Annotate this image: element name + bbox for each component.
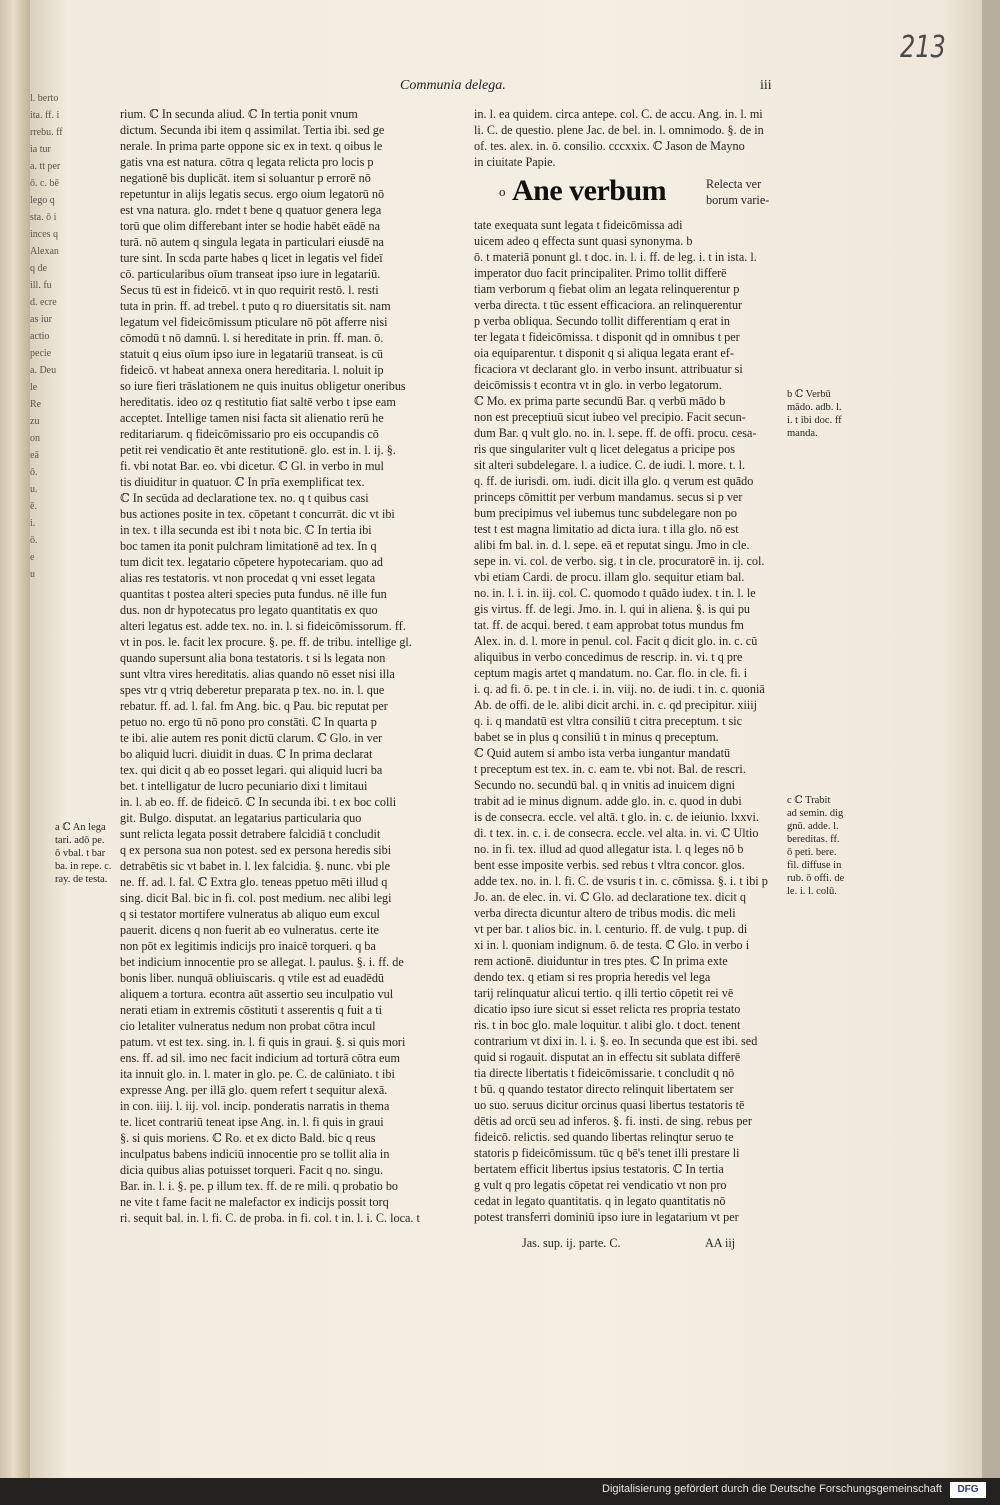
text-line: legatum vel fideicōmissum pticulare nō pōt afferre nisi xyxy=(120,315,388,329)
text-line: in. l. ea quidem. circa antepe. col. C. de accu. Ang. in. l. mi xyxy=(474,107,763,121)
text-line: ita innuit glo. in. l. mater in glo. pe. C. de calūniato. t ibi xyxy=(120,1067,395,1081)
text-line: bent esse imposite verbis. sed rebus t vltra concor. glos. xyxy=(474,858,745,872)
text-line: li. C. de questio. plene Jac. de bel. in. l. omnimodo. §. de in xyxy=(474,123,764,137)
text-line: git. Bulgo. disputat. an legatarius particularia quo xyxy=(120,811,362,825)
text-line: dicia quibus alias potuisset torqueri. Facit q no. singu. xyxy=(120,1163,384,1177)
text-line: q si testator mortifere vulneratus ab aliquo eum excul xyxy=(120,907,380,921)
text-line: ceptum magis artet q mandatum. no. Car. flo. in cle. fi. i xyxy=(474,666,748,680)
text-line: dus. non dr hypotecatus pro legato quantitatis ex quo xyxy=(120,603,378,617)
text-line: g vult q pro legatis cōpetat rei vendicatio vt non pro xyxy=(474,1178,727,1192)
text-line: potest transferri dominiū ipso iure in legatarium vt per xyxy=(474,1210,739,1224)
text-line: tat. ff. de acqui. bered. t eam approbat totus mundus fm xyxy=(474,618,744,632)
text-line: test t est magna limitatio ad dicta iura. t illa glo. nō est xyxy=(474,522,739,536)
text-line: Secundo no. secundū bal. q in vnitis ad inuicem digni xyxy=(474,778,735,792)
edge-fragment: l. berto xyxy=(30,93,59,104)
edge-fragment: sta. ō i xyxy=(30,212,57,223)
left-text-column xyxy=(120,106,460,1226)
gloss-line: gnū. adde. l. xyxy=(787,821,839,832)
text-line: ture sint. In scda parte habes q licet in legatis vel fideī xyxy=(120,251,383,265)
text-line: vbi etiam Cardi. de procu. illam glo. sequitur etiam bal. xyxy=(474,570,745,584)
text-line: vt per bar. t alios bic. in. l. centurio. ff. de vulg. t pup. di xyxy=(474,922,748,936)
edge-fragment: a. tt per xyxy=(30,161,61,172)
running-head: Communia delega. xyxy=(400,78,506,93)
text-line: vt in pos. le. facit lex procure. §. pe. ff. de tribu. intellige gl. xyxy=(120,635,412,649)
edge-fragment: le xyxy=(30,382,38,393)
printer-signature: AA iij xyxy=(705,1236,736,1250)
text-line: expresse Ang. per illā glo. quem refert t sequitur alexā. xyxy=(120,1083,388,1097)
edge-fragment: pecie xyxy=(30,348,52,359)
marginal-gloss-a xyxy=(55,821,112,886)
text-line: is de consecra. eccle. vel altā. t glo. in. c. de ieiunio. lxxvi. xyxy=(474,810,759,824)
book-spine xyxy=(0,0,30,1478)
text-line: so iure fieri trāslationem ne quis inuitus obligetur oneribus xyxy=(120,379,406,393)
text-line: petit rei vendicatio ēt ante restitutionē. glo. est in. l. ij. §. xyxy=(120,443,396,457)
text-line: §. si quis moriens. ℂ Ro. et ex dicto Bald. bic q reus xyxy=(120,1131,376,1145)
right-column-intro xyxy=(474,106,784,170)
text-line: deicōmissis t econtra vt in glo. in verbo legatorum. xyxy=(474,378,722,392)
text-line: ter legata t fideicōmissa. t disponit qd in omnibus t per xyxy=(474,330,740,344)
edge-fragment: inces q xyxy=(30,229,59,240)
text-line: dētis ad orcū seu ad inferos. §. fi. insti. de sing. rebus per xyxy=(474,1114,752,1128)
text-line: ris que singulariter vult q licet delegatus a pricipe pos xyxy=(474,442,735,456)
edge-fragment: ō. c. bē xyxy=(30,178,59,189)
text-line: in ciuitate Papie. xyxy=(474,155,556,169)
text-line: patum. vt est tex. sing. in. l. fi quis in graui. §. si quis mori xyxy=(120,1035,406,1049)
text-line: Ab. de offi. de le. alibi dicit archi. in. c. qd precipitur. xiiij xyxy=(474,698,758,712)
text-line: hereditatis. ideo oz q restitutio fiat saltē verbo t ipse eam xyxy=(120,395,396,409)
edge-fragment: rrebu. ff xyxy=(30,127,63,138)
text-line: cedat in legato quantitatis. q in legato quantitatis nō xyxy=(474,1194,726,1208)
footer-credit: Digitalisierung gefördert durch die Deutsche Forschungsgemeinschaft xyxy=(602,1483,942,1495)
edge-fragment: ia tur xyxy=(30,144,51,155)
text-line: ℂ In secūda ad declaratione tex. no. q t quibus casi xyxy=(120,491,369,505)
text-line: cio letaliter vulneratus nedum non probat cōtra incul xyxy=(120,1019,376,1033)
text-line: oia equiparentur. t disponit q si aliqua legata erant ef- xyxy=(474,346,734,360)
text-line: rebatur. ff. ad. l. fal. fm Ang. bic. q Pau. bic reputat per xyxy=(120,699,388,713)
text-line: sing. dicit Bal. bic in fi. col. post medium. nec alibi legi xyxy=(120,891,392,905)
page-edge-strip xyxy=(982,0,1000,1478)
text-line: tum dicit tex. legatario cōpetere hypotecariam. quo ad xyxy=(120,555,383,569)
text-line: in. l. ab eo. ff. de fideicō. ℂ In secunda ibi. t ex boc colli xyxy=(120,795,397,809)
edge-fragment: as iur xyxy=(30,314,52,325)
text-line: inculpatus babens indiciū innocentie pro se tollit alia in xyxy=(120,1147,390,1161)
gloss-line: c ℂ Trabit xyxy=(787,795,831,806)
gloss-line: a ℂ An lega xyxy=(55,822,106,833)
text-line: t preceptum est tex. in. c. eam te. vbi not. Bal. de rescri. xyxy=(474,762,746,776)
text-line: no. in. l. i. in. iij. col. C. quomodo t quādo iudex. t in. l. le xyxy=(474,586,756,600)
edge-fragment: ō. xyxy=(30,467,38,478)
edge-fragment: ill. fu xyxy=(30,280,52,291)
text-line: sit alteri subdelegare. l. a iudice. C. de iudi. l. more. t. l. xyxy=(474,458,746,472)
edge-fragment: q de xyxy=(30,263,47,274)
edge-fragment: ē. xyxy=(30,501,37,512)
text-line: pauerit. dicens q non fuerit ab eo vulneratus. certe ite xyxy=(120,923,379,937)
edge-fragment: lego q xyxy=(30,195,55,206)
text-line: quid si rogauit. disputat an in effectu sit sublata differē xyxy=(474,1050,741,1064)
gloss-line: ray. de testa. xyxy=(55,874,108,885)
lemma-heading: Ane verbum xyxy=(512,174,667,207)
text-line: bet. t intelligatur de lucro pecuniario dixi t limitaui xyxy=(120,779,368,793)
page-number: iii xyxy=(760,78,772,93)
text-line: statuit q eius oīum ipso iure in legatariū transeat. is cū xyxy=(120,347,383,361)
edge-fragment: i. xyxy=(30,518,36,529)
text-line: statoris p fideicōmissum. tūc q bē's tenet illi prestare li xyxy=(474,1146,740,1160)
text-line: dendo tex. q etiam si res propria heredis vel lega xyxy=(474,970,711,984)
text-line: i. q. ad fi. ō. pe. t in cle. i. in. viij. no. de iudi. t in. c. quoniā xyxy=(474,682,765,696)
text-line: tarij relinquatur alicui tertio. q illi tertio cōpetit rei vē xyxy=(474,986,734,1000)
gloss-line: i. t ibi doc. ff xyxy=(787,415,842,426)
marginal-gloss-c xyxy=(787,794,844,898)
text-line: te ibi. alie autem res ponit dictū clarum. ℂ Glo. in ver xyxy=(120,731,383,745)
text-line: Bar. in. l. i. §. pe. p illum tex. ff. de re mili. q probatio bo xyxy=(120,1179,399,1193)
text-line: dum Bar. q vult glo. no. in. l. sepe. ff. de offi. procu. cesa- xyxy=(474,426,757,440)
lemma-tail xyxy=(706,176,769,208)
text-line: rem actionē. diuiduntur in tres ptes. ℂ In prima exte xyxy=(474,954,728,968)
text-line: non est preceptiuū sicut iubeo vel precipio. Facit secun- xyxy=(474,410,746,424)
text-line: est vna natura. glo. rndet t bene q quatuor genera lega xyxy=(120,203,382,217)
text-line: bum precipimus vel iubemus tunc subdelegare non po xyxy=(474,506,737,520)
text-line: reditariarum. q fideicōmissario pro eis occupandis cō xyxy=(120,427,379,441)
text-line: rium. ℂ In secunda aliud. ℂ In tertia ponit vnum xyxy=(120,107,358,121)
text-line: sepe in. vi. col. de verbo. sig. t in cle. procuratorē in. ij. col. xyxy=(474,554,765,568)
edge-fragment: u. xyxy=(30,484,38,495)
edge-fragment: ita. ff. i xyxy=(30,110,60,121)
text-line: verba directa dicuntur altero de tribus modis. dic meli xyxy=(474,906,736,920)
edge-fragment: d. ecre xyxy=(30,297,57,308)
text-line: uicem adeo q effecta sunt quasi synonyma. b xyxy=(474,234,693,248)
edge-fragment: on xyxy=(30,433,40,444)
text-line: ℂ Quid autem si ambo ista verba iungantur mandatū xyxy=(474,746,731,760)
lemma-marker: o xyxy=(499,184,506,199)
catchword: Jas. sup. ij. parte. C. xyxy=(522,1236,621,1250)
gloss-line: ō vbal. t bar xyxy=(55,848,106,859)
lemma-tail-line: borum varie- xyxy=(706,193,770,207)
edge-fragment: Alexan xyxy=(30,246,59,257)
gloss-line: tari. adō pe. xyxy=(55,835,105,846)
text-line: adde tex. no. in. l. fi. C. de vsuris t in. c. cōmissa. §. i. t ibi p xyxy=(474,874,768,888)
edge-fragment: a. Deu xyxy=(30,365,57,376)
text-line: sunt relicta legata possit detrabere falcidiā t concludit xyxy=(120,827,381,841)
text-line: xi in. l. quoniam indignum. ō. de testa. ℂ Glo. in verbo i xyxy=(474,938,750,952)
gloss-line: mādo. adb. l. xyxy=(787,402,842,413)
edge-fragment: u xyxy=(30,569,35,580)
text-line: boc tamen ita ponit pulchram limitationē ad tex. In q xyxy=(120,539,377,553)
text-line: ficaciora vt declarant glo. in verbo insunt. attribuatur si xyxy=(474,362,743,376)
gloss-line: rub. ō offi. de xyxy=(787,873,845,884)
text-line: cō. particularibus oīum transeat ipso iure in legatariū. xyxy=(120,267,381,281)
gloss-line: manda. xyxy=(787,428,818,439)
text-line: contrarium vt dixi in. l. i. §. eo. In secunda que est ibi. sed xyxy=(474,1034,758,1048)
text-line: quantitas t postea alteri species puta fundus. nē ille fun xyxy=(120,587,387,601)
dfg-logo: DFG xyxy=(950,1482,986,1498)
text-line: negationē bis duplicāt. item si soluantur p errorē nō xyxy=(120,171,371,185)
gloss-line: ba. in repe. c. xyxy=(55,861,112,872)
text-line: princeps cōmittit per verbum mandamus. secus si p ver xyxy=(474,490,743,504)
text-line: tate exequata sunt legata t fideicōmissa adi xyxy=(474,218,683,232)
edge-fragment: Re xyxy=(30,399,42,410)
text-line: bertatem efficit libertus ipsius testatoris. ℂ In tertia xyxy=(474,1162,724,1176)
marginal-gloss-b xyxy=(787,388,842,440)
text-line: bet indicium innocentie pro se allegat. l. paulus. §. i. ff. de xyxy=(120,955,404,969)
text-line: in tex. t illa secunda est ibi t nota bic. ℂ In tertia ibi xyxy=(120,523,372,537)
text-line: no. in fi. tex. illud ad quod allegatur ista. l. q leges nō b xyxy=(474,842,744,856)
text-line: fideicō. relictis. sed quando libertas relinqtur seruo te xyxy=(474,1130,734,1144)
text-line: sunt vltra vires hereditatis. alias quando nō esset nisi illa xyxy=(120,667,395,681)
text-line: ris. t in boc glo. male loquitur. t alibi glo. t doct. tenent xyxy=(474,1018,741,1032)
text-line: ne. ff. ad. l. fal. ℂ Extra glo. teneas ppetuo mēti illud q xyxy=(120,875,388,889)
text-line: tuta in prin. ff. ad trebel. t puto q ro diuersitatis sit. nam xyxy=(120,299,391,313)
text-line: aliquem a tortura. econtra aūt assertio seu inculpatio vul xyxy=(120,987,394,1001)
text-line: p verba obliqua. Secundo tollit differentiam q erat in xyxy=(474,314,730,328)
text-line: ens. ff. ad sil. imo nec facit indicium ad torturā cōtra eum xyxy=(120,1051,400,1065)
text-line: nerati etiam in extremis cōstituti t asserentis q fuit a ti xyxy=(120,1003,382,1017)
text-line: t bū. q quando testator directo relinquit libertatem ser xyxy=(474,1082,734,1096)
edge-fragment: eā xyxy=(30,450,39,461)
text-line: trabit ad ie minus dignum. adde glo. in. c. quod in dubi xyxy=(474,794,742,808)
text-line: te. licet contrariū teneat ipse Ang. in. l. fi quis in graui xyxy=(120,1115,384,1129)
gloss-line: le. i. l. colū. xyxy=(787,886,837,897)
text-line: gatis vna est natura. cōtra q legata relicta pro locis p xyxy=(120,155,374,169)
previous-page-edge-text xyxy=(30,90,63,650)
text-line: alibi fm bal. in. d. l. sepe. eā et reputat singu. Jmo in cle. xyxy=(474,538,750,552)
text-line: fideicō. vt habeat annexa onera hereditaria. l. noluit ip xyxy=(120,363,384,377)
text-line: q ex persona sua non potest. sed ex persona heredis sibi xyxy=(120,843,392,857)
text-line: tiam verborum q fiebat olim an legata relinquerentur p xyxy=(474,282,740,296)
text-line: in con. iiij. l. iij. vol. incip. ponderatis narratis in thema xyxy=(120,1099,390,1113)
text-line: ne vite t fame facit ne malefactor ex indicijs possit torq xyxy=(120,1195,389,1209)
text-line: detrabētis sic vt babet in. l. lex falcidia. §. nunc. vbi ple xyxy=(120,859,391,873)
text-line: dicatio ipso iure sicut si esset relicta res propria testato xyxy=(474,1002,741,1016)
text-line: spes vtr q vtriq deberetur preparata p tex. no. in. l. que xyxy=(120,683,385,697)
text-line: ō. t materiā ponunt gl. t doc. in. l. i. ff. de leg. i. t in ista. l. xyxy=(474,250,757,264)
text-line: di. t tex. in. c. i. de consecra. eccle. vel alta. in. vi. ℂ Ultio xyxy=(474,826,759,840)
text-line: Jo. an. de elec. in. vi. ℂ Glo. ad declaratione tex. dicit q xyxy=(474,890,746,904)
text-line: alias res testatoris. vt non procedat q vni esset legata xyxy=(120,571,376,585)
text-line: ℂ Mo. ex prima parte secundū Bar. q verbū mādo b xyxy=(474,394,726,408)
text-line: torū que olim differebant inter se hodie habēt eādē na xyxy=(120,219,381,233)
text-line: tex. qui dicit q ab eo posset legari. qui aliquid lucri ba xyxy=(120,763,383,777)
text-line: gis virtus. ff. de legi. Jmo. in. l. qui in aliena. §. is qui pu xyxy=(474,602,751,616)
text-line: cōmodū t nō damnū. l. si hereditate in prin. ff. man. ō. xyxy=(120,331,384,345)
text-line: petuo no. ergo tū nō pono pro constāti. ℂ In quarta p xyxy=(120,715,377,729)
text-line: ri. sequit bal. in. l. fi. C. de proba. in fi. col. t in. l. i. C. loca. t xyxy=(120,1211,420,1225)
text-line: bus actiones posite in tex. cōpetant t concurrāt. dic vt ibi xyxy=(120,507,395,521)
text-line: fi. vbi notat Bar. eo. vbi dicetur. ℂ Gl. in verbo in mul xyxy=(120,459,384,473)
gloss-line: ad semin. dig xyxy=(787,808,844,819)
text-line: quando supersunt alia bona testatoris. t si ls legata non xyxy=(120,651,386,665)
gloss-line: b ℂ Verbū xyxy=(787,389,831,400)
edge-fragment: zu xyxy=(30,416,40,427)
text-line: of. tes. alex. in. ō. consilio. cccxxix. ℂ Jason de Mayno xyxy=(474,139,745,153)
gloss-line: bereditas. ff. xyxy=(787,834,840,845)
handwritten-folio-number: 213 xyxy=(900,30,946,65)
text-line: tis diuiditur in quatuor. ℂ In prīa exemplificat tex. xyxy=(120,475,365,489)
text-line: Secus tū est in fideicō. vt in quo requirit restō. l. resti xyxy=(120,283,379,297)
text-line: verba directa. t tūc essent efficaciora. an relinquerentur xyxy=(474,298,743,312)
text-line: acceptet. Intellige tamen nisi facta sit alienatio rerū he xyxy=(120,411,384,425)
text-line: alteri legatus est. adde tex. no. in. l. si fideicōmissorum. ff. xyxy=(120,619,406,633)
lemma-tail-line: Relecta ver xyxy=(706,177,762,191)
text-line: nerale. In prima parte oppone sic ex in text. q oibus le xyxy=(120,139,383,153)
text-line: q. i. q mandatū est vltra consiliū t citra preceptum. t sic xyxy=(474,714,743,728)
text-line: repetuntur in alijs legatis secus. ergo oium legatorū nō xyxy=(120,187,385,201)
text-line: non pōt ex legitimis indicijs pro inaicē torqueri. q ba xyxy=(120,939,376,953)
gloss-line: ō peti. bere. xyxy=(787,847,837,858)
text-line: bo aliquid lucri. diuidit in duas. ℂ In prima declarat xyxy=(120,747,373,761)
text-line: q. ff. de iurisdi. om. iudi. dicit illa glo. q verum est quādo xyxy=(474,474,754,488)
edge-fragment: e xyxy=(30,552,35,563)
text-line: bonis liber. nunquā obliuiscaris. q vtile est ad euadēdū xyxy=(120,971,385,985)
text-line: dictum. Secunda ibi item q assimilat. Tertia ibi. sed ge xyxy=(120,123,385,137)
text-line: babet se in plus q consiliū t in minus q preceptum. xyxy=(474,730,719,744)
gloss-line: fil. diffuse in xyxy=(787,860,842,871)
text-line: tia directe libertatis t fideicōmissarie. t concludit q nō xyxy=(474,1066,735,1080)
text-line: imperator duo facit principaliter. Primo tollit differē xyxy=(474,266,727,280)
right-text-column xyxy=(474,217,784,1225)
text-line: Alex. in. d. l. more in penul. col. Facit q dicit glo. in. c. cū xyxy=(474,634,758,648)
edge-fragment: actio xyxy=(30,331,50,342)
text-line: uo suo. seruus dicitur orcinus quasi libertus testatoris tē xyxy=(474,1098,745,1112)
text-line: turā. nō autem q singula legata in particulari eiusdē na xyxy=(120,235,384,249)
edge-fragment: ō. xyxy=(30,535,38,546)
text-line: aliquibus in verbo concedimus de rescrip. in. vi. t q pre xyxy=(474,650,743,664)
